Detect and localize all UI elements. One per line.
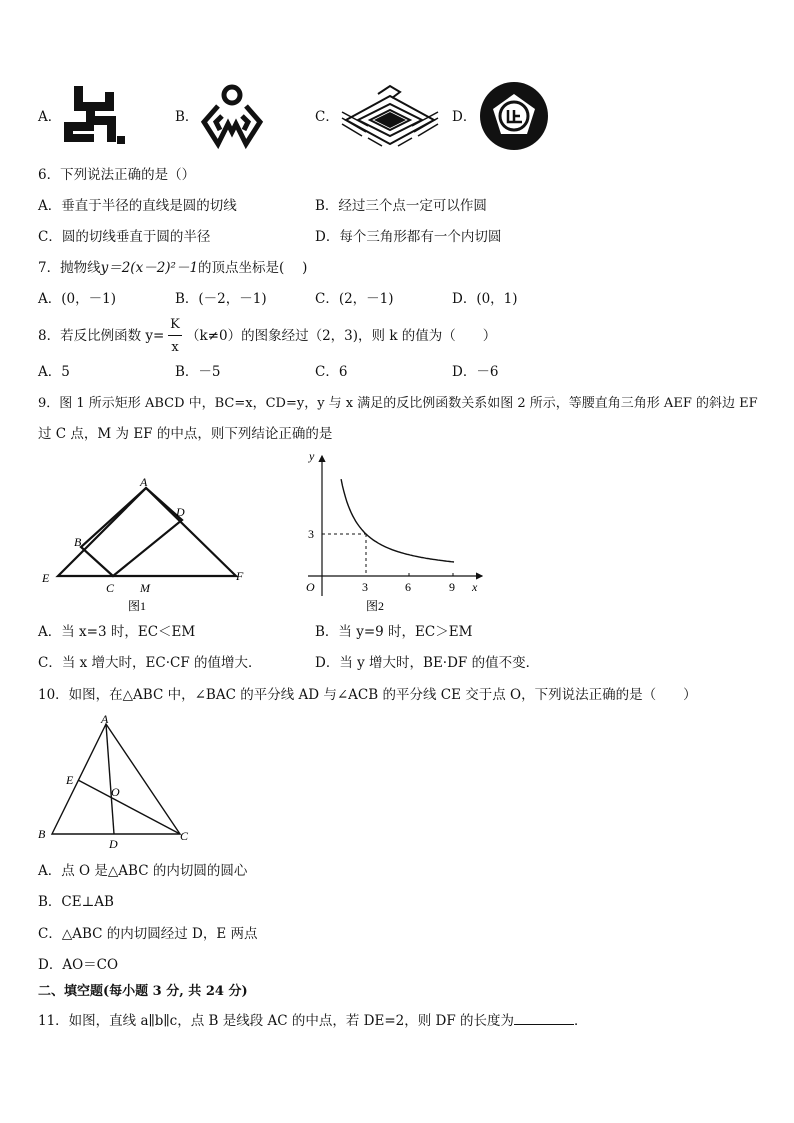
q5-option-b-letter: B．	[175, 109, 199, 125]
fig2-x-tick-9: 9	[449, 580, 455, 594]
q11-answer-blank[interactable]	[514, 1012, 574, 1025]
q11-text: 11．如图，直线 a∥b∥c，点 B 是线段 AC 的中点，若 DE=2，则 DF 的长度为	[38, 1013, 514, 1029]
q8-fraction-bar	[168, 335, 182, 336]
q8-option-d: D．－6	[452, 364, 499, 380]
fig1-caption: 图1	[128, 599, 147, 613]
fig10-label-o: O	[111, 785, 120, 799]
q10-option-b: B．CE⊥AB	[38, 894, 114, 910]
tribal-figure-icon	[198, 82, 266, 150]
fig10-label-d: D	[109, 837, 118, 848]
q10-option-a: A．点 O 是△ABC 的内切圆的圆心	[38, 863, 248, 879]
q11-stem	[38, 1012, 588, 1029]
q7-option-d: D．(0，1)	[452, 291, 518, 307]
q9-stem-line2: 过 C 点，M 为 EF 的中点，则下列结论正确的是	[38, 426, 333, 442]
q5-option-d-letter: D．	[452, 109, 477, 125]
q6-option-a: A．垂直于半径的直线是圆的切线	[38, 198, 237, 214]
rectangle-abcd	[81, 488, 182, 576]
q8-option-a: A．5	[38, 364, 70, 380]
fig10-label-a: A	[101, 712, 109, 726]
fig1-label-b: B	[74, 535, 82, 549]
round-emblem-icon	[478, 80, 550, 152]
q9-option-d: D．当 y 增大时，BE·DF 的值不变．	[315, 655, 540, 671]
fig10-label-b: B	[38, 827, 46, 841]
q7-formula: y＝2(x－2)²－1	[100, 260, 199, 276]
q8-suffix: （k≠0）的图象经过（2，3)，则 k 的值为（ ）	[186, 328, 497, 344]
fig2-x-tick-6: 6	[405, 580, 411, 594]
fig2-caption: 图2	[366, 599, 385, 613]
fig1-label-a: A	[140, 475, 148, 489]
q9-option-b: B．当 y=9 时，EC＞EM	[315, 624, 473, 640]
q10-option-d: D．AO＝CO	[38, 957, 119, 973]
fig2-origin: O	[306, 580, 315, 594]
q8-option-b: B．－5	[175, 364, 221, 380]
q9-stem-line1: 9．图 1 所示矩形 ABCD 中，BC=x，CD=y，y 与 x 满足的反比例函数关系如图 2 所示，等腰直角三角形 AEF 的斜边 EF	[38, 396, 758, 411]
q8-option-c: C．6	[315, 364, 348, 380]
fig2-y-tick-3: 3	[308, 527, 314, 541]
section2-title: 二、填空题(每小题 3 分, 共 24 分)	[38, 984, 248, 999]
q9-figure-2	[296, 450, 496, 620]
q6-option-d: D．每个三角形都有一个内切圆	[315, 229, 502, 245]
fig1-label-d: D	[176, 505, 185, 519]
triangle-aef	[58, 488, 236, 576]
fig10-label-c: C	[180, 829, 189, 843]
fig10-label-e: E	[66, 773, 74, 787]
fig2-curve	[341, 479, 454, 562]
q8-prefix: 8．若反比例函数 y=	[38, 328, 165, 344]
q6-option-b: B．经过三个点一定可以作圆	[315, 198, 487, 214]
q6-option-c: C．圆的切线垂直于圆的半径	[38, 229, 211, 245]
q9-figure-1	[36, 470, 258, 620]
fig2-x-label: x	[472, 580, 478, 594]
q6-stem: 6．下列说法正确的是（）	[38, 167, 196, 183]
fig1-label-f: F	[236, 569, 244, 583]
q7-option-c: C．(2，－1)	[315, 291, 394, 307]
segment-ad	[106, 724, 114, 834]
fig2-y-label: y	[309, 450, 315, 463]
q9-option-a: A．当 x=3 时，EC＜EM	[38, 624, 196, 640]
fig1-label-c: C	[106, 581, 115, 595]
woven-bird-pattern-icon	[338, 82, 442, 150]
q7-option-b: B．(－2，－1)	[175, 291, 267, 307]
q5-option-a-letter: A．	[38, 109, 62, 125]
q11-end: ．	[574, 1013, 588, 1029]
q7-option-a: A．(0，－1)	[38, 291, 116, 307]
fig2-x-tick-3: 3	[362, 580, 368, 594]
q8-denominator: x	[171, 340, 179, 355]
q8-numerator: K	[170, 317, 180, 332]
q10-option-c: C．△ABC 的内切圆经过 D，E 两点	[38, 926, 258, 942]
q5-option-c-letter: C．	[315, 109, 339, 125]
q7-stem	[38, 262, 307, 276]
fig1-label-m: M	[140, 581, 150, 595]
segment-ce	[78, 780, 180, 834]
q9-option-c: C．当 x 增大时，EC·CF 的值增大．	[38, 655, 262, 671]
fig1-label-e: E	[42, 571, 50, 585]
q7-suffix: 的顶点坐标是( )	[198, 260, 308, 276]
swastika-pattern-icon	[62, 86, 126, 146]
q10-figure	[34, 712, 204, 848]
q10-stem: 10．如图，在△ABC 中，∠BAC 的平分线 AD 与∠ACB 的平分线 CE 交于点 O，下列说法正确的是（ ）	[38, 687, 697, 703]
q7-prefix: 7．抛物线	[38, 260, 101, 276]
